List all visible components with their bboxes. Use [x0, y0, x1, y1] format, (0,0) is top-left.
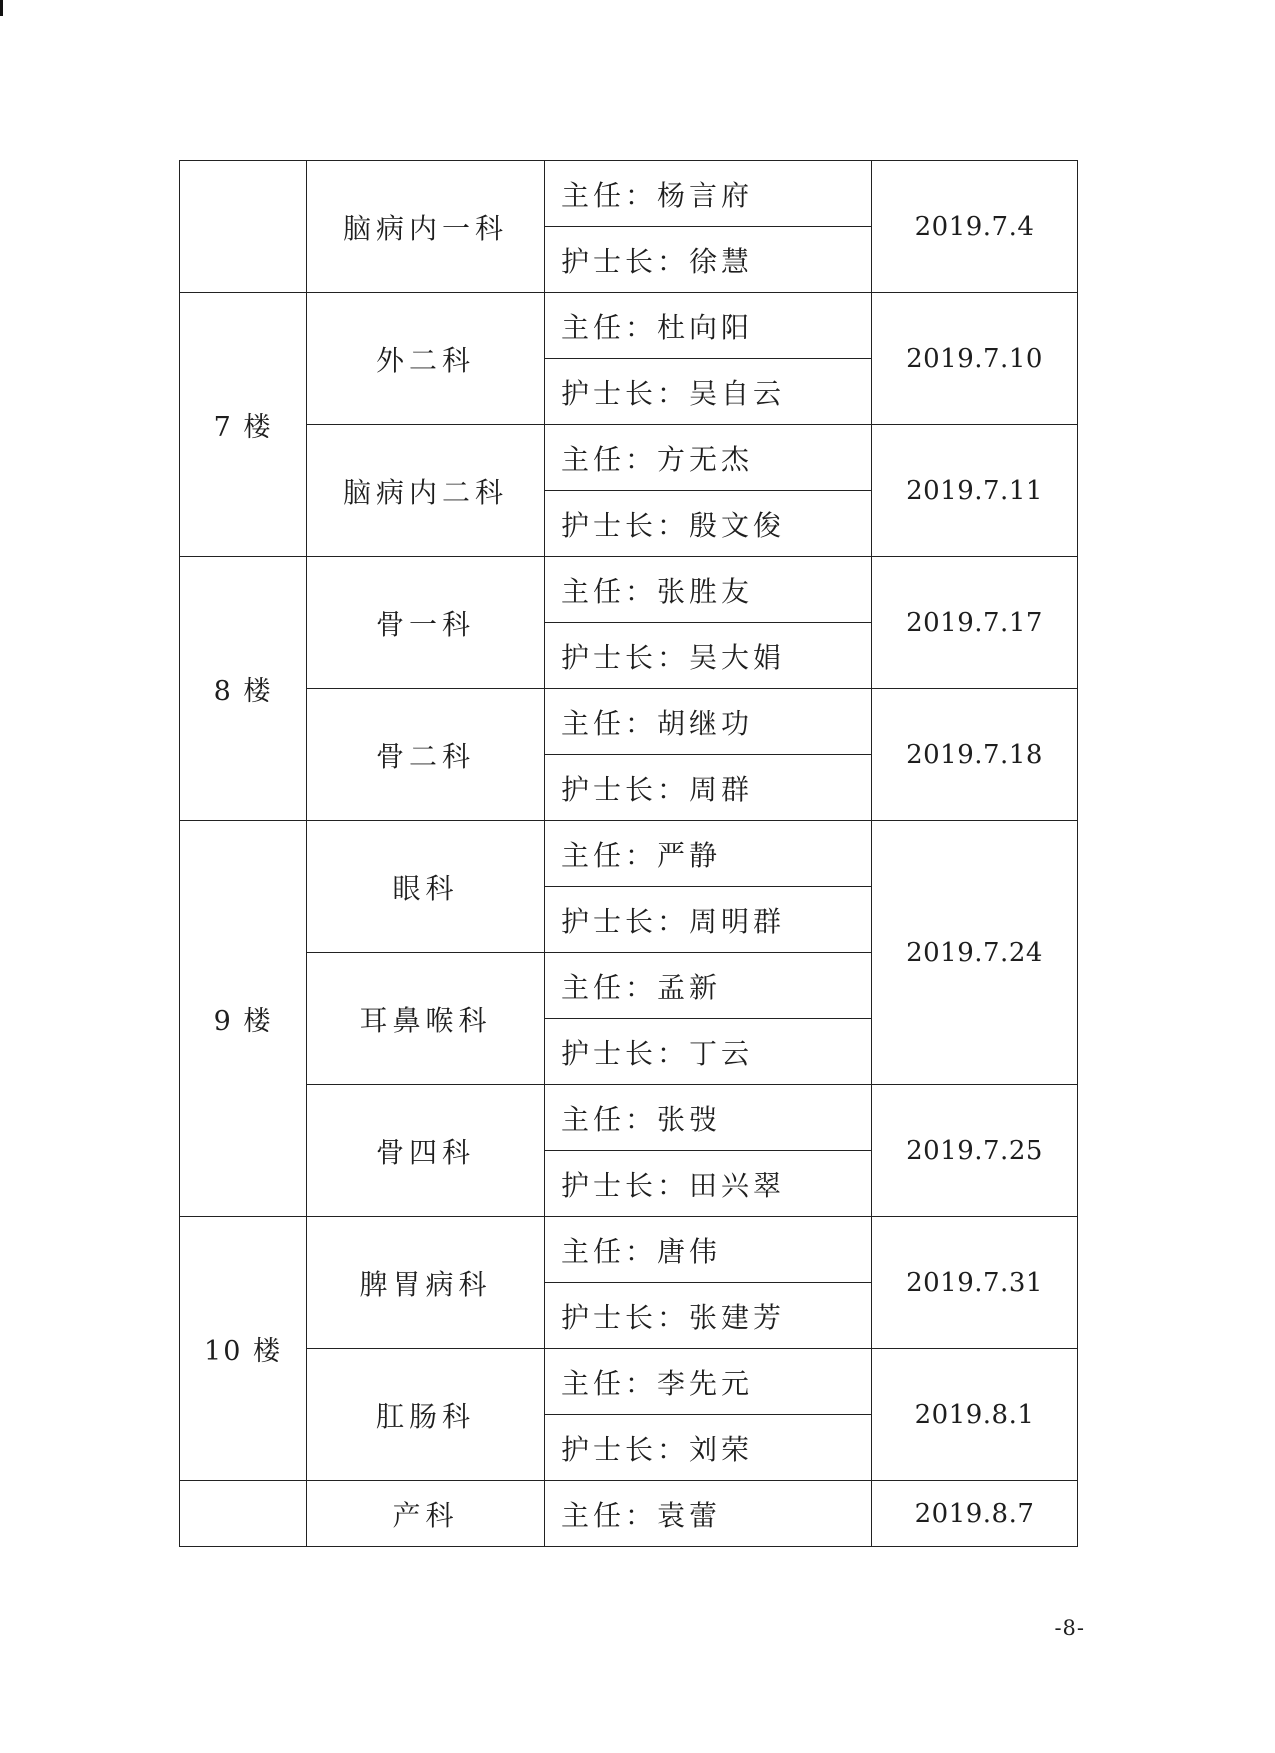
department-cell: 骨二科 [307, 689, 545, 821]
director-cell: 主任：胡继功 [545, 689, 872, 755]
department-cell: 骨一科 [307, 557, 545, 689]
department-cell: 产科 [307, 1481, 545, 1547]
date-cell: 2019.7.4 [872, 161, 1078, 293]
date-cell: 2019.7.18 [872, 689, 1078, 821]
head-nurse-cell: 护士长：周群 [545, 755, 872, 821]
table-row [180, 821, 1078, 887]
head-nurse-cell: 护士长：张建芳 [545, 1283, 872, 1349]
head-nurse-cell: 护士长：田兴翠 [545, 1151, 872, 1217]
schedule-table [179, 160, 1078, 1547]
table-row [180, 425, 1078, 491]
director-cell: 主任：方无杰 [545, 425, 872, 491]
head-nurse-cell: 护士长：徐慧 [545, 227, 872, 293]
director-cell: 主任：张胜友 [545, 557, 872, 623]
date-cell: 2019.8.1 [872, 1349, 1078, 1481]
table-row [180, 689, 1078, 755]
director-cell: 主任：唐伟 [545, 1217, 872, 1283]
head-nurse-cell: 护士长：吴大娟 [545, 623, 872, 689]
table-row [180, 293, 1078, 359]
table-row [180, 1085, 1078, 1151]
floor-cell: 10 楼 [180, 1217, 307, 1481]
floor-cell [180, 1481, 307, 1547]
head-nurse-cell: 护士长：殷文俊 [545, 491, 872, 557]
department-cell: 脑病内一科 [307, 161, 545, 293]
floor-cell: 9 楼 [180, 821, 307, 1217]
page-number: -8- [1054, 1616, 1085, 1640]
department-cell: 外二科 [307, 293, 545, 425]
table-row [180, 557, 1078, 623]
date-cell: 2019.7.11 [872, 425, 1078, 557]
head-nurse-cell: 护士长：刘荣 [545, 1415, 872, 1481]
department-cell: 脾胃病科 [307, 1217, 545, 1349]
floor-cell [180, 161, 307, 293]
department-cell: 脑病内二科 [307, 425, 545, 557]
date-cell: 2019.7.17 [872, 557, 1078, 689]
date-cell: 2019.7.25 [872, 1085, 1078, 1217]
department-cell: 眼科 [307, 821, 545, 953]
director-cell: 主任：李先元 [545, 1349, 872, 1415]
table-row [180, 1349, 1078, 1415]
director-cell: 主任：张弢 [545, 1085, 872, 1151]
date-cell: 2019.8.7 [872, 1481, 1078, 1547]
date-cell: 2019.7.24 [872, 821, 1078, 1085]
date-cell: 2019.7.31 [872, 1217, 1078, 1349]
scan-edge-mark [0, 0, 3, 16]
date-cell: 2019.7.10 [872, 293, 1078, 425]
department-cell: 骨四科 [307, 1085, 545, 1217]
table-row [180, 1217, 1078, 1283]
table-row [180, 161, 1078, 227]
head-nurse-cell: 护士长：吴自云 [545, 359, 872, 425]
department-cell: 肛肠科 [307, 1349, 545, 1481]
head-nurse-cell: 护士长：周明群 [545, 887, 872, 953]
director-cell: 主任：杨言府 [545, 161, 872, 227]
floor-cell: 7 楼 [180, 293, 307, 557]
director-cell: 主任：袁蕾 [545, 1481, 872, 1547]
director-cell: 主任：严静 [545, 821, 872, 887]
schedule-table-body [180, 161, 1078, 1547]
head-nurse-cell: 护士长：丁云 [545, 1019, 872, 1085]
table-row [180, 1481, 1078, 1547]
department-cell: 耳鼻喉科 [307, 953, 545, 1085]
floor-cell: 8 楼 [180, 557, 307, 821]
director-cell: 主任：孟新 [545, 953, 872, 1019]
director-cell: 主任：杜向阳 [545, 293, 872, 359]
